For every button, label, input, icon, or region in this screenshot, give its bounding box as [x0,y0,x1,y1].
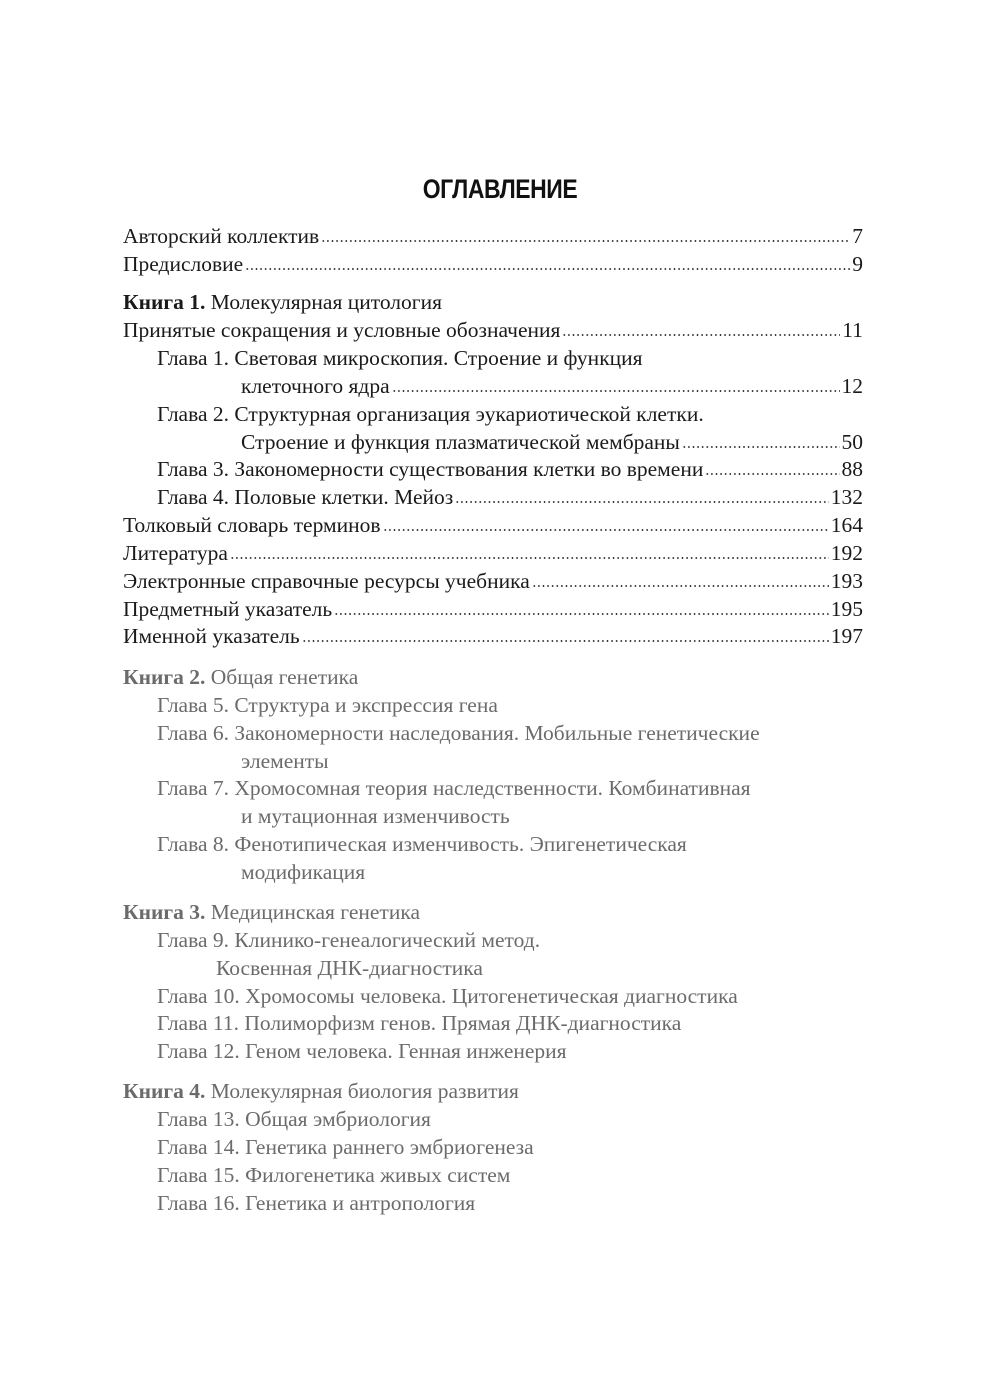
toc-entry [157,455,863,483]
page-number: 192 [830,541,863,565]
toc-entry [123,622,863,650]
toc-entry [157,483,863,511]
toc-entry [123,567,863,595]
toc-line [157,926,863,954]
entry-title: Глава 8. Фенотипическая изменчивость. Эпигенетическая [157,832,687,856]
book-label: Книга 3. [123,900,206,924]
book-label: Книга 1. [123,290,206,314]
book-title: Молекулярная биология развития [205,1079,519,1103]
toc-line [157,1189,863,1217]
page-number: 11 [842,318,863,342]
entry-title: Авторский коллектив [123,224,320,248]
dot-leader [705,472,839,476]
toc-line [123,898,863,926]
toc-line [157,1105,863,1133]
page-number: 9 [852,252,863,276]
dot-leader [682,445,840,449]
toc-line [241,747,863,775]
toc-entry [123,250,863,278]
page-number: 193 [830,569,863,593]
entry-title: модификация [241,860,366,884]
dot-leader [532,584,829,588]
entry-title: Глава 4. Половые клетки. Мейоз [157,485,454,509]
page-number: 7 [852,224,863,248]
page-number: 197 [830,624,863,648]
entry-title: Глава 13. Общая эмбриология [157,1107,431,1131]
dot-leader [562,333,840,337]
entry-title: Глава 11. Полиморфизм генов. Прямая ДНК-диагностика [157,1011,682,1035]
page-title: ОГЛАВЛЕНИЕ [422,174,578,204]
entry-title: и мутационная изменчивость [241,804,510,828]
entry-title: Именной указатель [123,624,300,648]
toc-line [241,858,863,886]
entry-title: Принятые сокращения и условные обозначения [123,318,561,342]
toc-entry [123,222,863,250]
dot-leader [302,639,829,643]
toc-line [157,691,863,719]
page-number: 12 [841,374,863,398]
dot-leader [245,267,850,271]
toc-line [216,954,863,982]
toc-line [123,1077,863,1105]
entry-title: Глава 15. Филогенетика живых систем [157,1163,511,1187]
entry-title [123,1077,519,1105]
entry-title [123,663,358,691]
toc-entry [123,539,863,567]
toc-line [157,719,863,747]
page-number: 132 [830,485,863,509]
entry-title [123,288,442,316]
toc-entry [123,316,863,344]
entry-title: Глава 5. Структура и экспрессия гена [157,693,498,717]
toc-line [157,1037,863,1065]
book-label: Книга 2. [123,665,206,689]
entry-title: Предметный указатель [123,597,333,621]
entry-title: Глава 3. Закономерности существования клетки во времени [157,457,704,481]
toc-entry [241,372,863,400]
toc-entry [241,428,863,456]
entry-title: Электронные справочные ресурсы учебника [123,569,530,593]
book-title: Общая генетика [205,665,359,689]
dot-leader [334,612,829,616]
toc-line [157,774,863,802]
book-title: Медицинская генетика [205,900,420,924]
entry-title: Глава 12. Геном человека. Генная инженерия [157,1039,567,1063]
entry-title: Толковый словарь терминов [123,513,381,537]
page-number: 164 [830,513,863,537]
entry-title: Косвенная ДНК-диагностика [216,956,483,980]
entry-title: Глава 14. Генетика раннего эмбриогенеза [157,1135,534,1159]
page-number: 50 [841,430,863,454]
entry-title: Предисловие [123,252,244,276]
page-number: 195 [830,597,863,621]
dot-leader [321,239,850,243]
book-title: Молекулярная цитология [205,290,442,314]
toc-line [123,288,863,316]
toc-line [157,1009,863,1037]
toc-line [157,1161,863,1189]
entry-title: Глава 7. Хромосомная теория наследственности. Комбинативная [157,776,751,800]
entry-title: Глава 9. Клинико-генеалогический метод. [157,928,541,952]
toc-line [157,830,863,858]
entry-title: Глава 2. Структурная организация эукариотической клетки. [157,402,704,426]
toc-line [123,663,863,691]
book-label: Книга 4. [123,1079,206,1103]
dot-leader [455,500,828,504]
toc-line [157,344,863,372]
toc-entry [123,595,863,623]
entry-title: элементы [241,749,329,773]
toc-line [157,1133,863,1161]
toc-line [241,802,863,830]
entry-title: Глава 6. Закономерности наследования. Мобильные генетические [157,721,760,745]
toc-entry [123,511,863,539]
page-number: 88 [841,457,863,481]
dot-leader [383,528,829,532]
dot-leader [392,389,840,393]
entry-title: Глава 1. Световая микроскопия. Строение и функция [157,346,643,370]
dot-leader [230,556,829,560]
entry-title: Литература [123,541,228,565]
entry-title [123,898,420,926]
entry-title: Глава 10. Хромосомы человека. Цитогенетическая диагностика [157,984,738,1008]
toc-line [157,400,863,428]
toc-line [157,982,863,1010]
entry-title: Глава 16. Генетика и антропология [157,1191,476,1215]
entry-title: клеточного ядра [241,374,390,398]
entry-title: Строение и функция плазматической мембраны [241,430,680,454]
